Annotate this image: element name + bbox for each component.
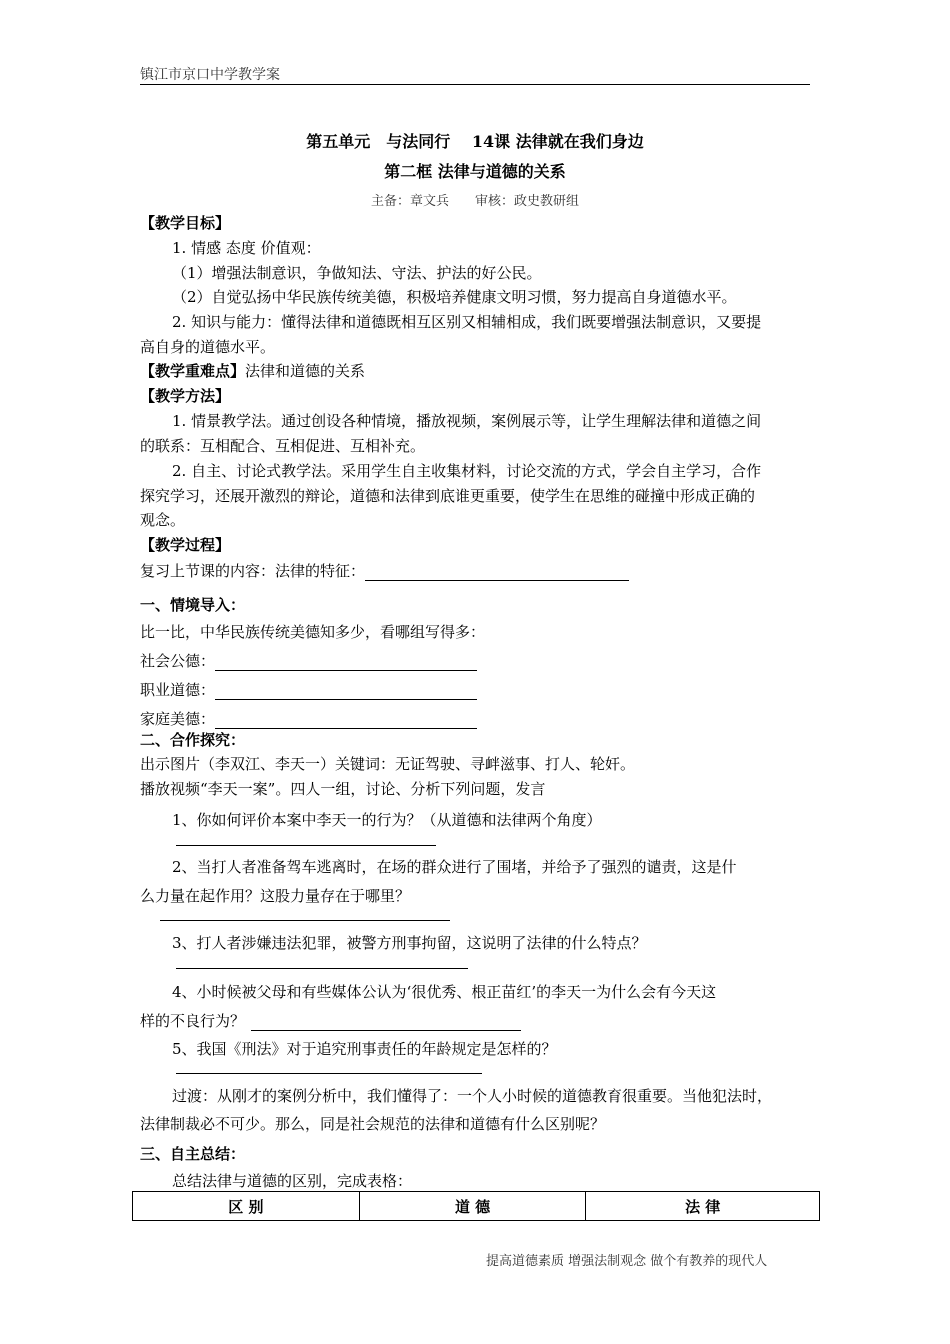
question-2-line1: 2、当打人者准备驾车逃离时，在场的群众进行了围堵，并给予了强烈的谴责，这是什: [172, 858, 737, 876]
header-divider: [140, 84, 810, 85]
professional-ethics-line: [140, 680, 477, 700]
question-2-answer-line[interactable]: [160, 920, 450, 921]
method-2-line2: 探究学习，还展开激烈的辩论，道德和法律到底谁更重要，使学生在思维的碰撞中形成正确的: [140, 487, 756, 505]
question-3: 3、打人者涉嫌违法犯罪，被警方刑事拘留，这说明了法律的什么特点？: [172, 934, 647, 952]
question-4-line1: 4、小时候被父母和有些媒体公认为‘很优秀、根正苗红’的李天一为什么会有今天这: [172, 983, 717, 1001]
school-header: 镇江市京口中学教学案: [140, 67, 280, 83]
process-heading: 【教学过程】: [140, 536, 231, 554]
section3-heading: 三、自主总结：: [140, 1145, 246, 1163]
picture-keywords: 出示图片（李双江、李天一）关键词：无证驾驶、寻衅滋事、打人、轮奸。: [140, 755, 636, 773]
table-header-law: 法 律: [586, 1192, 820, 1221]
method-2-line3: 观念。: [140, 511, 186, 529]
family-virtue-blank[interactable]: [215, 713, 477, 729]
section1-heading: 一、情境导入：: [140, 596, 246, 614]
professional-ethics-blank[interactable]: [215, 684, 477, 700]
question-4-line2-text: 样的不良行为？: [140, 1012, 246, 1030]
video-instruction: 播放视频“李天一案”。四人一组，讨论、分析下列问题，发言: [140, 780, 546, 798]
question-2-line2: 么力量在起作用？这股力量存在于哪里？: [140, 887, 411, 905]
comparison-table: [132, 1191, 820, 1221]
authors-line: 主备：章文兵 审核：政史教研组: [370, 194, 579, 209]
methods-heading: 【教学方法】: [140, 387, 231, 405]
method-1-line1: 1. 情景教学法。通过创设各种情境，播放视频，案例展示等，让学生理解法律和道德之间: [172, 412, 762, 430]
transition-line1: 过渡：从刚才的案例分析中，我们懂得了：一个人小时候的道德教育很重要。当他犯法时，: [172, 1087, 773, 1105]
goals-heading: 【教学目标】: [140, 214, 231, 232]
goal-item-1: 1. 情感 态度 价值观：: [172, 239, 321, 257]
transition-line2: 法律制裁必不可少。那么，同是社会规范的法律和道德有什么区别呢？: [140, 1115, 606, 1133]
table-header-difference: 区 别: [133, 1192, 360, 1221]
question-3-answer-line[interactable]: [176, 968, 468, 969]
review-line: [140, 561, 629, 581]
professional-ethics-label: 职业道德：: [140, 681, 216, 699]
method-2-line1: 2. 自主、讨论式教学法。采用学生自主收集材料，讨论交流的方式，学会自主学习，合作: [172, 462, 762, 480]
review-answer-blank[interactable]: [365, 565, 629, 581]
table-header-row: [133, 1192, 820, 1221]
goal-item-2-line2: 高自身的道德水平。: [140, 338, 276, 356]
question-4-line2: [140, 1011, 521, 1031]
lesson-subtitle: 第二框 法律与道德的关系: [384, 162, 566, 181]
goal-item-1a: （1）增强法制意识，争做知法、守法、护法的好公民。: [172, 264, 542, 282]
social-morality-line: [140, 651, 477, 671]
goal-item-2-line1: 2. 知识与能力：懂得法律和道德既相互区别又相辅相成，我们既要增强法制意识，又要提: [172, 313, 762, 331]
goal-item-1b: （2）自觉弘扬中华民族传统美德，积极培养健康文明习惯，努力提高自身道德水平。: [172, 288, 737, 306]
keypoint-line: [140, 361, 365, 381]
section3-intro: 总结法律与道德的区别，完成表格：: [172, 1172, 413, 1190]
question-1-answer-line[interactable]: [176, 845, 436, 846]
section1-intro: 比一比，中华民族传统美德知多少，看哪组写得多：: [140, 623, 486, 641]
keypoint-text: 法律和道德的关系: [245, 362, 366, 380]
question-4-answer-blank[interactable]: [251, 1015, 521, 1031]
lesson-title: 第五单元 与法同行 14课 法律就在我们身边: [306, 132, 644, 151]
review-text: 复习上节课的内容：法律的特征：: [140, 562, 366, 580]
table-header-morality: 道 德: [359, 1192, 586, 1221]
family-virtue-label: 家庭美德：: [140, 710, 216, 728]
question-5-answer-line[interactable]: [176, 1073, 482, 1074]
method-1-line2: 的联系：互相配合、互相促进、互相补充。: [140, 437, 426, 455]
social-morality-label: 社会公德：: [140, 652, 216, 670]
question-5: 5、我国《刑法》对于追究刑事责任的年龄规定是怎样的？: [172, 1040, 557, 1058]
social-morality-blank[interactable]: [215, 655, 477, 671]
question-1: 1、你如何评价本案中李天一的行为？（从道德和法律两个角度）: [172, 811, 602, 829]
footer-slogan: 提高道德素质 增强法制观念 做个有教养的现代人: [486, 1254, 768, 1269]
section2-heading: 二、合作探究：: [140, 731, 246, 749]
keypoint-heading: 【教学重难点】: [140, 362, 246, 380]
family-virtue-line: [140, 709, 477, 729]
